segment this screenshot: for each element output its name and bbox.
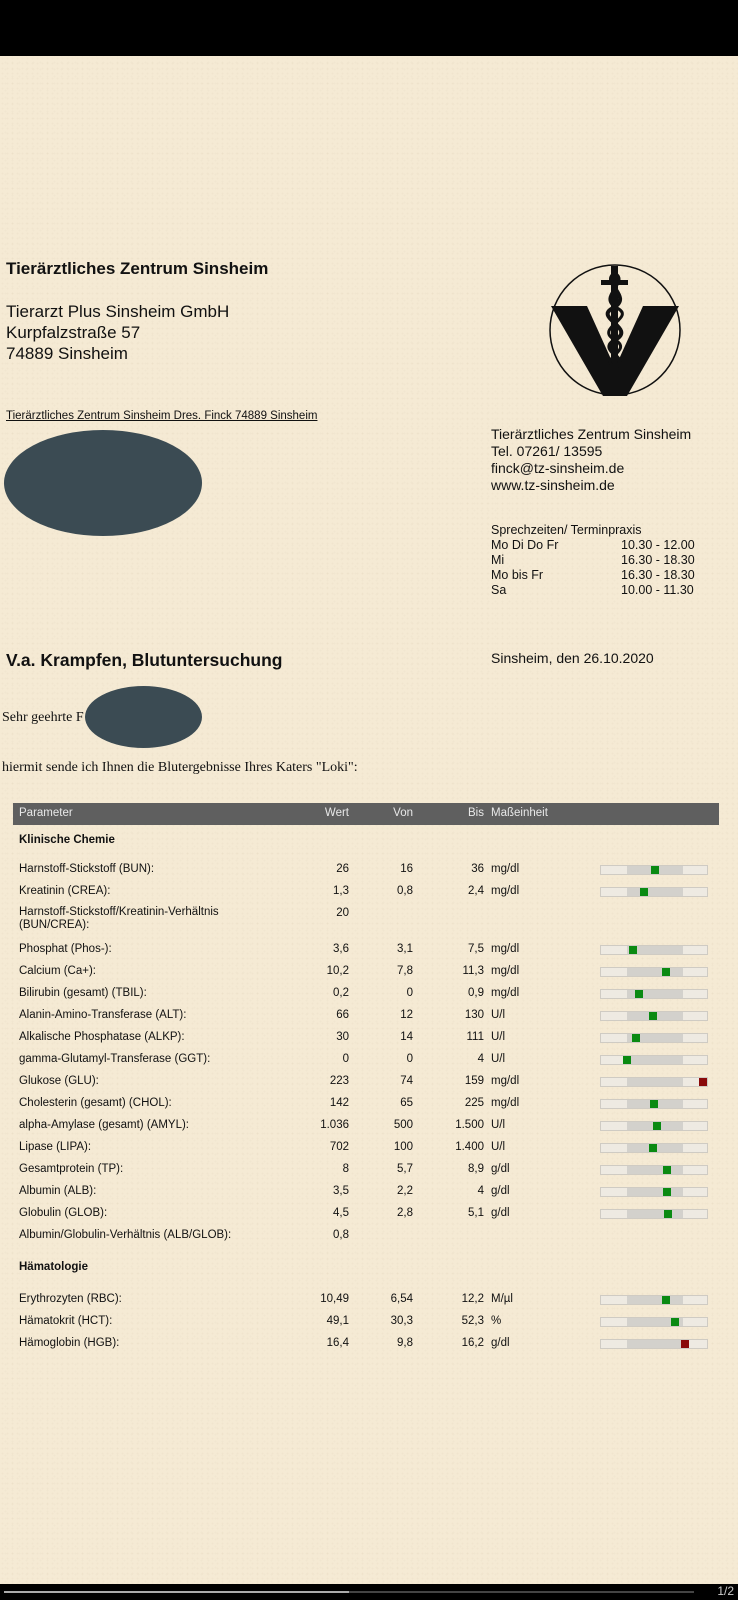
param-max: 11,3 — [462, 965, 484, 977]
clinic-contact — [491, 426, 691, 494]
param-name: Hämoglobin (HGB): — [19, 1337, 120, 1349]
range-indicator-bar — [600, 1209, 708, 1219]
normal-range — [627, 968, 683, 976]
table-row — [13, 903, 719, 939]
letter-intro: hiermit sende ich Ihnen die Blutergebnisse Ihres Katers "Loki": — [2, 760, 358, 775]
range-indicator-bar — [600, 967, 708, 977]
table-row — [13, 983, 719, 1005]
table-row — [13, 1005, 719, 1027]
table-row — [13, 1159, 719, 1181]
param-unit: U/l — [491, 1141, 506, 1153]
param-value: 8 — [342, 1163, 349, 1175]
param-name: Bilirubin (gesamt) (TBIL): — [19, 987, 147, 999]
range-indicator-bar — [600, 1077, 708, 1087]
param-min: 30,3 — [390, 1315, 413, 1327]
header-wert: Wert — [324, 807, 349, 819]
hours-days: Mo bis Fr — [491, 568, 544, 582]
normal-range — [627, 1078, 683, 1086]
normal-range — [627, 1210, 683, 1218]
range-indicator-bar — [600, 1121, 708, 1131]
param-value: 1,3 — [333, 885, 349, 897]
param-max: 7,5 — [468, 943, 484, 955]
viewer-bottom-bar — [0, 1584, 738, 1600]
param-unit: U/l — [491, 1053, 506, 1065]
param-name: Lipase (LIPA): — [19, 1141, 92, 1153]
normal-range — [627, 1340, 683, 1348]
table-row — [13, 1049, 719, 1071]
param-min: 100 — [393, 1141, 413, 1153]
letter-salutation: Sehr geehrte F — [2, 710, 84, 725]
sender-return-line: Tierärztliches Zentrum Sinsheim Dres. Finck 74889 Sinsheim — [6, 410, 318, 422]
value-marker — [635, 990, 643, 998]
param-max: 111 — [466, 1031, 484, 1043]
value-marker — [663, 1188, 671, 1196]
param-max: 1.400 — [455, 1141, 484, 1153]
table-row — [13, 1289, 719, 1311]
range-indicator-bar — [600, 1187, 708, 1197]
param-name: gamma-Glutamyl-Transferase (GGT): — [19, 1053, 211, 1065]
value-marker — [623, 1056, 631, 1064]
sender-address — [6, 301, 229, 364]
range-indicator-bar — [600, 1165, 708, 1175]
value-marker — [649, 1012, 657, 1020]
param-value: 3,6 — [333, 943, 349, 955]
param-min: 2,2 — [397, 1185, 413, 1197]
param-value: 10,2 — [326, 965, 349, 977]
param-name: Erythrozyten (RBC): — [19, 1293, 122, 1305]
value-marker — [651, 866, 659, 874]
table-row — [13, 1203, 719, 1225]
contact-email: finck@tz-sinsheim.de — [491, 460, 625, 476]
param-min: 14 — [400, 1031, 413, 1043]
param-max: 159 — [464, 1075, 484, 1087]
blood-results-table — [13, 803, 719, 1355]
range-indicator-bar — [600, 1143, 708, 1153]
param-name: Albumin/Globulin-Verhältnis (ALB/GLOB): — [19, 1229, 232, 1241]
table-row — [13, 1181, 719, 1203]
value-marker — [632, 1034, 640, 1042]
param-unit: g/dl — [491, 1185, 510, 1197]
param-unit: mg/dl — [491, 987, 520, 999]
hours-time: 10.00 - 11.30 — [621, 583, 694, 597]
param-value: 702 — [329, 1141, 349, 1153]
param-unit: mg/dl — [491, 943, 520, 955]
page-scrollbar[interactable] — [4, 1591, 694, 1593]
range-indicator-bar — [600, 1033, 708, 1043]
param-unit: U/l — [491, 1119, 506, 1131]
param-value: 49,1 — [326, 1315, 349, 1327]
param-unit: mg/dl — [491, 965, 520, 977]
param-max: 52,3 — [461, 1315, 484, 1327]
param-max: 0,9 — [468, 987, 484, 999]
param-unit: g/dl — [491, 1163, 510, 1175]
param-min: 0,8 — [397, 885, 413, 897]
sender-city: 74889 Sinsheim — [6, 344, 128, 363]
param-value: 3,5 — [333, 1185, 349, 1197]
section-heading — [13, 1247, 719, 1289]
param-min: 3,1 — [397, 943, 413, 955]
normal-range — [627, 1056, 683, 1064]
section-heading — [13, 825, 719, 859]
table-row — [13, 1027, 719, 1049]
param-value: 16,4 — [326, 1337, 349, 1349]
param-unit: g/dl — [491, 1207, 510, 1219]
hours-time: 16.30 - 18.30 — [621, 553, 695, 567]
range-indicator-bar — [600, 945, 708, 955]
param-name: Glukose (GLU): — [19, 1075, 99, 1087]
param-value: 20 — [336, 907, 349, 919]
param-min: 74 — [400, 1075, 413, 1087]
range-indicator-bar — [600, 887, 708, 897]
param-name: Hämatokrit (HCT): — [19, 1315, 113, 1327]
param-max: 16,2 — [461, 1337, 484, 1349]
param-unit: M/µl — [491, 1293, 513, 1305]
section-title: Klinische Chemie — [19, 834, 115, 846]
param-name: Calcium (Ca+): — [19, 965, 97, 977]
range-indicator-bar — [600, 1317, 708, 1327]
hours-row — [491, 553, 695, 568]
range-indicator-bar — [600, 865, 708, 875]
hours-days: Sa — [491, 583, 507, 597]
param-name: Cholesterin (gesamt) (CHOL): — [19, 1097, 172, 1109]
hours-days: Mi — [491, 553, 505, 567]
param-unit: U/l — [491, 1031, 506, 1043]
param-value: 0,2 — [333, 987, 349, 999]
value-marker — [681, 1340, 689, 1348]
hours-row — [491, 538, 695, 553]
param-unit: mg/dl — [491, 1097, 520, 1109]
param-min: 9,8 — [397, 1337, 413, 1349]
range-indicator-bar — [600, 1295, 708, 1305]
redaction-address — [4, 430, 202, 536]
value-marker — [662, 968, 670, 976]
param-max: 4 — [477, 1185, 484, 1197]
param-min: 500 — [393, 1119, 413, 1131]
param-min: 16 — [400, 863, 413, 875]
table-row — [13, 1333, 719, 1355]
normal-range — [627, 888, 683, 896]
param-unit: mg/dl — [491, 885, 520, 897]
page-indicator: 1/2 — [717, 1584, 734, 1598]
range-indicator-bar — [600, 989, 708, 999]
value-marker — [650, 1100, 658, 1108]
letter-subject: V.a. Krampfen, Blutuntersuchung — [6, 650, 283, 670]
normal-range — [627, 1188, 683, 1196]
param-value: 1.036 — [320, 1119, 349, 1131]
param-max: 12,2 — [461, 1293, 484, 1305]
param-unit: % — [491, 1315, 502, 1327]
param-max: 8,9 — [468, 1163, 484, 1175]
param-min: 0 — [406, 987, 413, 999]
value-marker — [699, 1078, 707, 1086]
table-row — [13, 881, 719, 903]
letter-date: Sinsheim, den 26.10.2020 — [491, 650, 654, 666]
header-parameter: Parameter — [19, 807, 73, 819]
table-row — [13, 1137, 719, 1159]
contact-web: www.tz-sinsheim.de — [491, 477, 615, 493]
param-name: Phosphat (Phos-): — [19, 943, 112, 955]
value-marker — [663, 1166, 671, 1174]
param-max: 130 — [464, 1009, 484, 1021]
hours-row — [491, 583, 695, 598]
range-indicator-bar — [600, 1339, 708, 1349]
table-row — [13, 939, 719, 961]
range-indicator-bar — [600, 1011, 708, 1021]
param-max: 1.500 — [455, 1119, 484, 1131]
contact-name: Tierärztliches Zentrum Sinsheim — [491, 426, 692, 442]
param-max: 36 — [471, 863, 484, 875]
param-name: Harnstoff-Stickstoff/Kreatinin-Verhältnis (BUN/CREA): — [19, 906, 219, 931]
hours-row — [491, 568, 695, 583]
redaction-name — [85, 686, 202, 748]
value-marker — [662, 1296, 670, 1304]
scroll-thumb[interactable] — [4, 1591, 349, 1593]
letter-page — [0, 56, 738, 1584]
range-indicator-bar — [600, 1099, 708, 1109]
param-name: Kreatinin (CREA): — [19, 885, 111, 897]
sender-street: Kurpfalzstraße 57 — [6, 323, 141, 342]
param-min: 5,7 — [397, 1163, 413, 1175]
param-name: Alkalische Phosphatase (ALKP): — [19, 1031, 185, 1043]
sender-company: Tierarzt Plus Sinsheim GmbH — [6, 302, 230, 321]
param-value: 142 — [329, 1097, 349, 1109]
param-name: alpha-Amylase (gesamt) (AMYL): — [19, 1119, 189, 1131]
param-name: Harnstoff-Stickstoff (BUN): — [19, 863, 155, 875]
table-row — [13, 1311, 719, 1333]
param-max: 5,1 — [468, 1207, 484, 1219]
param-name: Albumin (ALB): — [19, 1185, 97, 1197]
header-bis: Bis — [468, 807, 484, 819]
param-unit: mg/dl — [491, 863, 520, 875]
table-row — [13, 1115, 719, 1137]
param-unit: mg/dl — [491, 1075, 520, 1087]
param-value: 10,49 — [320, 1293, 349, 1305]
contact-phone: Tel. 07261/ 13595 — [491, 443, 603, 459]
table-row — [13, 1093, 719, 1115]
param-value: 26 — [336, 863, 349, 875]
opening-hours — [491, 523, 695, 598]
value-marker — [671, 1318, 679, 1326]
param-min: 2,8 — [397, 1207, 413, 1219]
param-max: 4 — [477, 1053, 484, 1065]
table-header — [13, 803, 719, 825]
table-row — [13, 1225, 719, 1247]
param-name: Globulin (GLOB): — [19, 1207, 108, 1219]
value-marker — [653, 1122, 661, 1130]
header-von: Von — [393, 807, 413, 819]
table-row — [13, 859, 719, 881]
hours-days: Mo Di Do Fr — [491, 538, 559, 552]
param-value: 223 — [329, 1075, 349, 1087]
param-min: 0 — [406, 1053, 413, 1065]
param-max: 2,4 — [468, 885, 484, 897]
hours-time: 16.30 - 18.30 — [621, 568, 695, 582]
param-value: 4,5 — [333, 1207, 349, 1219]
param-value: 0,8 — [333, 1229, 349, 1241]
param-name: Gesamtprotein (TP): — [19, 1163, 124, 1175]
range-indicator-bar — [600, 1055, 708, 1065]
value-marker — [640, 888, 648, 896]
param-unit: g/dl — [491, 1337, 510, 1349]
param-min: 12 — [400, 1009, 413, 1021]
param-name: Alanin-Amino-Transferase (ALT): — [19, 1009, 187, 1021]
param-min: 65 — [400, 1097, 413, 1109]
hours-time: 10.30 - 12.00 — [621, 538, 695, 552]
param-value: 30 — [336, 1031, 349, 1043]
section-title: Hämatologie — [19, 1261, 89, 1273]
hours-title: Sprechzeiten/ Terminpraxis — [491, 523, 642, 537]
value-marker — [664, 1210, 672, 1218]
veterinary-logo-icon — [547, 262, 683, 398]
clinic-title: Tierärztliches Zentrum Sinsheim — [6, 259, 269, 278]
param-value: 66 — [336, 1009, 349, 1021]
normal-range — [627, 1296, 683, 1304]
value-marker — [649, 1144, 657, 1152]
param-unit: U/l — [491, 1009, 506, 1021]
param-min: 7,8 — [397, 965, 413, 977]
header-unit: Maßeinheit — [491, 807, 548, 819]
param-value: 0 — [342, 1053, 349, 1065]
param-max: 225 — [464, 1097, 484, 1109]
param-min: 6,54 — [390, 1293, 413, 1305]
table-row — [13, 1071, 719, 1093]
table-row — [13, 961, 719, 983]
value-marker — [629, 946, 637, 954]
normal-range — [627, 1166, 683, 1174]
